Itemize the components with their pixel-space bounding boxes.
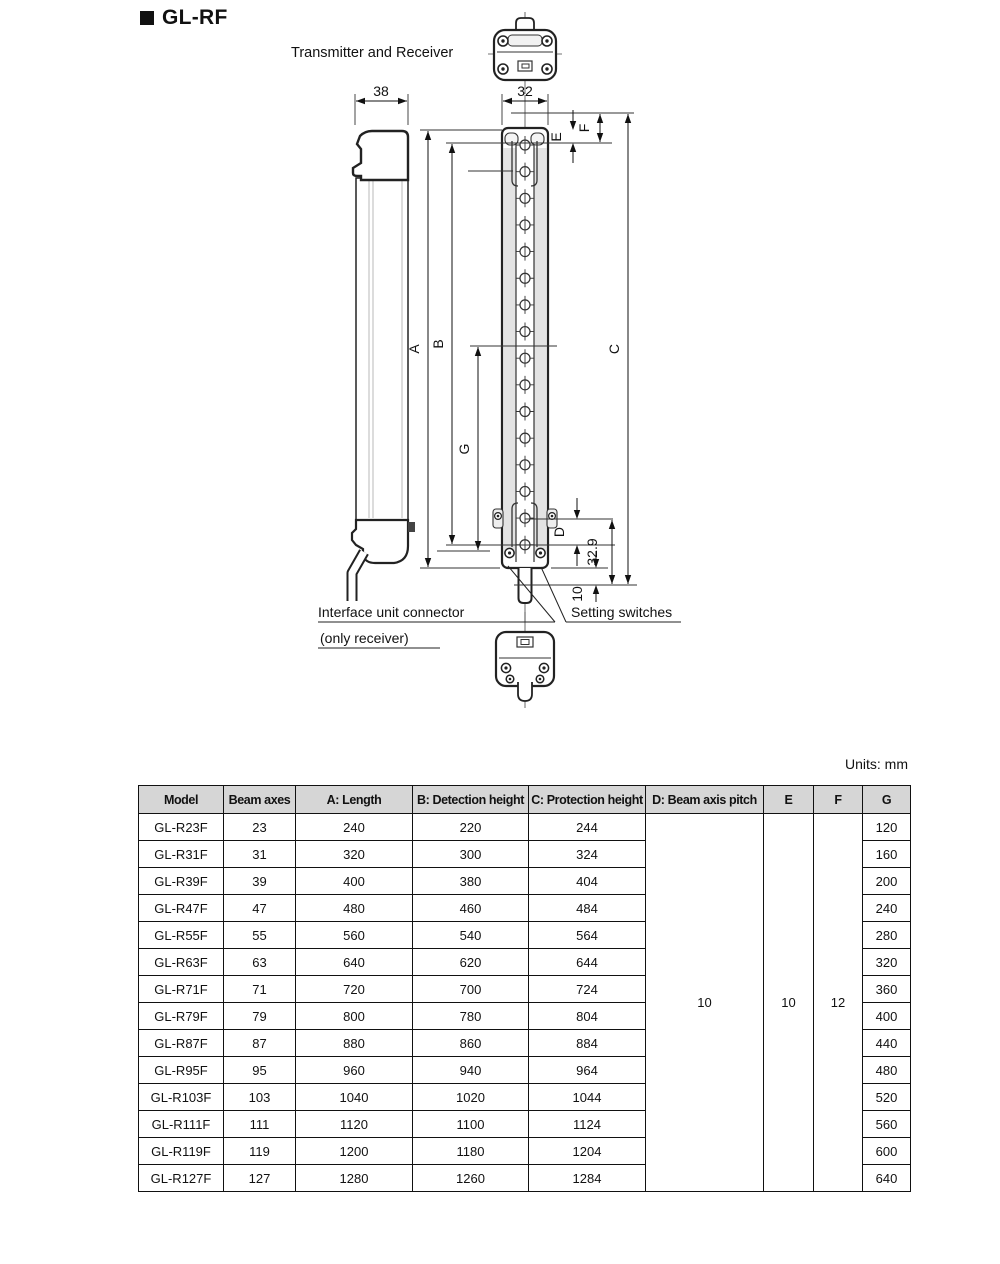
- protection-height-cell: 644: [529, 949, 646, 976]
- protection-height-cell: 1124: [529, 1111, 646, 1138]
- front-view: [493, 128, 557, 603]
- detection-height-cell: 1260: [413, 1165, 529, 1192]
- length-cell: 400: [296, 868, 413, 895]
- beam-axes-cell: 111: [224, 1111, 296, 1138]
- g-cell: 520: [863, 1084, 911, 1111]
- model-cell: GL-R79F: [139, 1003, 224, 1030]
- g-cell: 560: [863, 1111, 911, 1138]
- protection-height-cell: 1284: [529, 1165, 646, 1192]
- dim-e: E: [548, 132, 564, 142]
- detection-height-cell: 380: [413, 868, 529, 895]
- length-cell: 880: [296, 1030, 413, 1057]
- g-cell: 160: [863, 841, 911, 868]
- model-cell: GL-R87F: [139, 1030, 224, 1057]
- model-cell: GL-R103F: [139, 1084, 224, 1111]
- dim-mid-span: G: [456, 443, 472, 455]
- g-cell: 640: [863, 1165, 911, 1192]
- beam-axes-cell: 63: [224, 949, 296, 976]
- interface-connector-note: (only receiver): [320, 630, 409, 646]
- g-cell: 480: [863, 1057, 911, 1084]
- detection-height-cell: 1100: [413, 1111, 529, 1138]
- side-view: [352, 131, 415, 601]
- model-cell: GL-R23F: [139, 814, 224, 841]
- drawing-caption: Transmitter and Receiver: [291, 45, 454, 61]
- side-connector-nub: [408, 522, 415, 532]
- model-cell: GL-R119F: [139, 1138, 224, 1165]
- side-view-top-cap: [353, 131, 408, 180]
- length-cell: 560: [296, 922, 413, 949]
- dim-front-width: 32: [517, 83, 533, 99]
- protection-height-cell: 964: [529, 1057, 646, 1084]
- interface-connector-label: Interface unit connector: [318, 604, 465, 620]
- column-header-model: Model: [139, 786, 224, 814]
- protection-height-cell: 804: [529, 1003, 646, 1030]
- dim-cable-stub: 10: [569, 586, 585, 602]
- protection-height-cell: 324: [529, 841, 646, 868]
- detection-height-cell: 940: [413, 1057, 529, 1084]
- beam-axes-cell: 23: [224, 814, 296, 841]
- length-cell: 1200: [296, 1138, 413, 1165]
- g-cell: 320: [863, 949, 911, 976]
- g-cell: 360: [863, 976, 911, 1003]
- bottom-section-view: [496, 632, 554, 701]
- beam-axes-cell: 55: [224, 922, 296, 949]
- beam-axes-cell: 127: [224, 1165, 296, 1192]
- beam-axes-cell: 119: [224, 1138, 296, 1165]
- detection-height-cell: 1020: [413, 1084, 529, 1111]
- beam-axes-cell: 87: [224, 1030, 296, 1057]
- detection-height-cell: 780: [413, 1003, 529, 1030]
- units-label: Units: mm: [845, 756, 908, 772]
- column-header-e: E: [764, 786, 814, 814]
- protection-height-cell: 1044: [529, 1084, 646, 1111]
- detection-height-cell: 220: [413, 814, 529, 841]
- length-cell: 480: [296, 895, 413, 922]
- column-header-g: G: [863, 786, 911, 814]
- page-title: GL-RF: [162, 6, 228, 29]
- protection-height-cell: 884: [529, 1030, 646, 1057]
- g-cell: 120: [863, 814, 911, 841]
- length-cell: 640: [296, 949, 413, 976]
- length-cell: 720: [296, 976, 413, 1003]
- setting-switches-label: Setting switches: [571, 604, 673, 620]
- beam-axes-cell: 47: [224, 895, 296, 922]
- beam-axes-cell: 71: [224, 976, 296, 1003]
- protection-height-cell: 484: [529, 895, 646, 922]
- length-cell: 800: [296, 1003, 413, 1030]
- dim-bottom-section: 32.9: [584, 538, 600, 566]
- dim-protection-height: C: [606, 343, 622, 355]
- g-cell: 280: [863, 922, 911, 949]
- column-header-d-beam-axis-pitch: D: Beam axis pitch: [646, 786, 764, 814]
- beam-axes-cell: 31: [224, 841, 296, 868]
- dim-f: F: [576, 123, 592, 133]
- column-header-b-detection-height: B: Detection height: [413, 786, 529, 814]
- detection-height-cell: 300: [413, 841, 529, 868]
- length-cell: 320: [296, 841, 413, 868]
- column-header-f: F: [814, 786, 863, 814]
- beam-axes-cell: 103: [224, 1084, 296, 1111]
- length-cell: 1040: [296, 1084, 413, 1111]
- f-merged-cell: 12: [814, 814, 863, 1192]
- protection-height-cell: 1204: [529, 1138, 646, 1165]
- model-cell: GL-R71F: [139, 976, 224, 1003]
- dim-detection-height: B: [430, 339, 446, 349]
- model-cell: GL-R47F: [139, 895, 224, 922]
- model-cell: GL-R39F: [139, 868, 224, 895]
- detection-height-cell: 460: [413, 895, 529, 922]
- detection-height-cell: 700: [413, 976, 529, 1003]
- column-header-beam-axes: Beam axes: [224, 786, 296, 814]
- model-cell: GL-R111F: [139, 1111, 224, 1138]
- model-cell: GL-R31F: [139, 841, 224, 868]
- protection-height-cell: 404: [529, 868, 646, 895]
- table-body: [139, 814, 911, 1192]
- dim-side-width: 38: [373, 83, 389, 99]
- column-header-a-length: A: Length: [296, 786, 413, 814]
- g-cell: 600: [863, 1138, 911, 1165]
- dimensions-table: [138, 785, 911, 1192]
- length-cell: 1120: [296, 1111, 413, 1138]
- g-cell: 200: [863, 868, 911, 895]
- model-cell: GL-R63F: [139, 949, 224, 976]
- beam-axes-cell: 39: [224, 868, 296, 895]
- g-cell: 240: [863, 895, 911, 922]
- model-cell: GL-R127F: [139, 1165, 224, 1192]
- top-section-view: [494, 18, 556, 80]
- model-cell: GL-R95F: [139, 1057, 224, 1084]
- table-row: [139, 814, 911, 841]
- beam-axes-cell: 79: [224, 1003, 296, 1030]
- beam-pitch-merged-cell: 10: [646, 814, 764, 1192]
- protection-height-cell: 724: [529, 976, 646, 1003]
- detection-height-cell: 860: [413, 1030, 529, 1057]
- g-cell: 400: [863, 1003, 911, 1030]
- e-merged-cell: 10: [764, 814, 814, 1192]
- length-cell: 1280: [296, 1165, 413, 1192]
- protection-height-cell: 564: [529, 922, 646, 949]
- detection-height-cell: 1180: [413, 1138, 529, 1165]
- length-cell: 960: [296, 1057, 413, 1084]
- dim-beam-pitch: D: [551, 526, 567, 538]
- column-header-c-protection-height: C: Protection height: [529, 786, 646, 814]
- length-cell: 240: [296, 814, 413, 841]
- protection-height-cell: 244: [529, 814, 646, 841]
- model-cell: GL-R55F: [139, 922, 224, 949]
- beam-axes-cell: 95: [224, 1057, 296, 1084]
- dim-length: A: [406, 344, 422, 354]
- g-cell: 440: [863, 1030, 911, 1057]
- detection-height-cell: 540: [413, 922, 529, 949]
- detection-height-cell: 620: [413, 949, 529, 976]
- table-header: [139, 786, 911, 814]
